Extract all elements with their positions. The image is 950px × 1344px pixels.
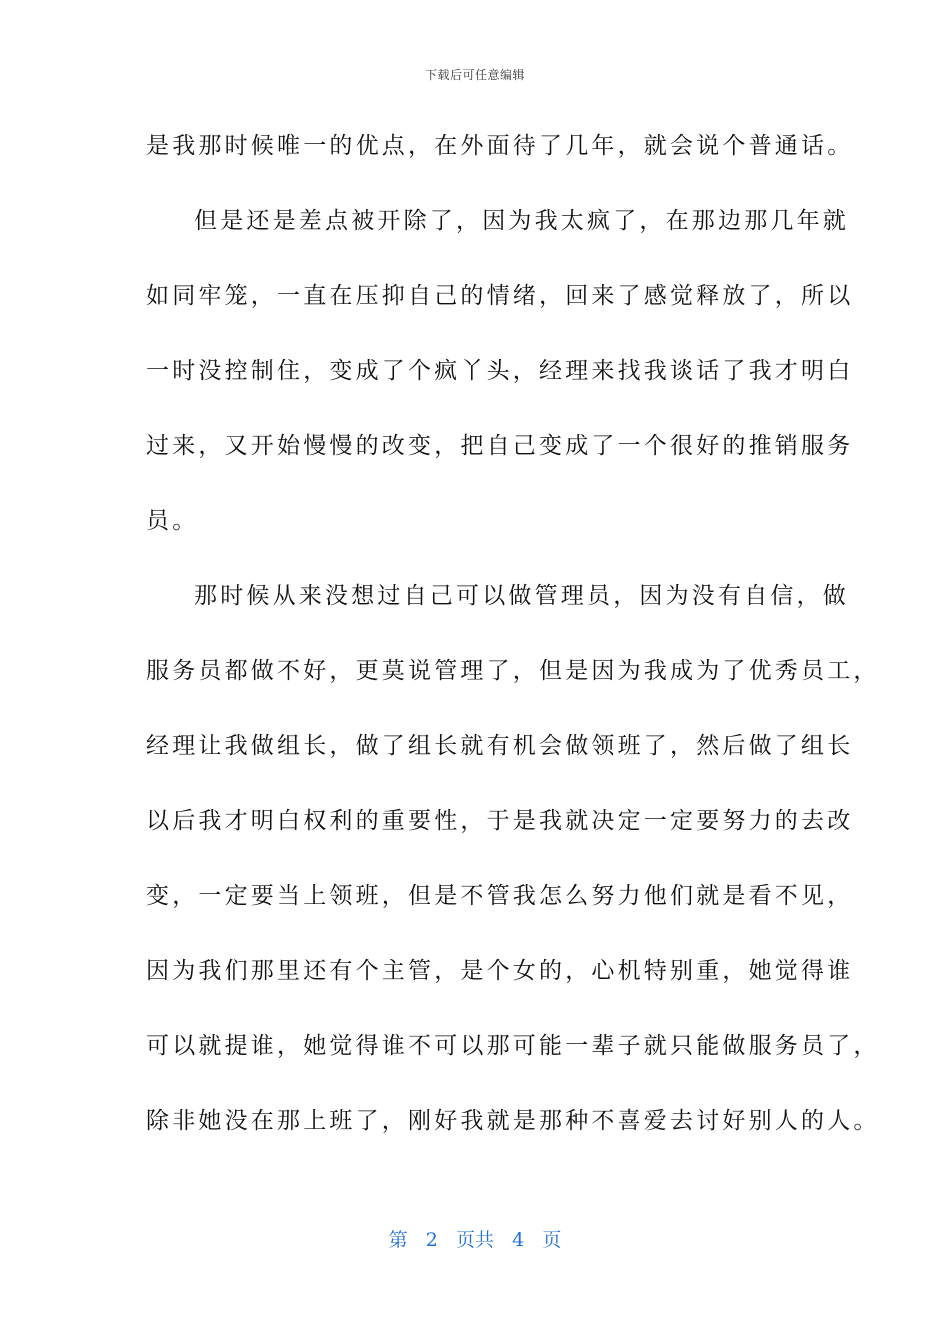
paragraph-start-line: 但是还是差点被开除了，因为我太疯了，在那边那几年就 xyxy=(194,208,849,234)
page-mid: 页共 xyxy=(455,1229,494,1251)
text-line: 以后我才明白权利的重要性，于是我就决定一定要努力的去改 xyxy=(146,808,854,834)
header-text: 下载后可任意编辑 xyxy=(424,68,525,82)
text-line: 如同牢笼，一直在压抑自己的情绪，回来了感觉释放了，所以 xyxy=(146,283,854,309)
page-footer xyxy=(0,1225,950,1252)
text-line: 变，一定要当上领班，但是不管我怎么努力他们就是看不见， xyxy=(146,883,854,909)
text-line: 是我那时候唯一的优点，在外面待了几年，就会说个普通话。 xyxy=(146,133,854,159)
text-line: 过来，又开始慢慢的改变，把自己变成了一个很好的推销服务 xyxy=(146,433,854,459)
text-line: 服务员都做不好，更莫说管理了，但是因为我成为了优秀员工， xyxy=(146,658,880,684)
text-line: 经理让我做组长，做了组长就有机会做领班了，然后做了组长 xyxy=(146,733,854,759)
page-suffix: 页 xyxy=(542,1229,562,1251)
text-line: 除非她没在那上班了，刚好我就是那种不喜爱去讨好别人的人。 xyxy=(146,1108,880,1134)
current-page-number: 2 xyxy=(425,1229,438,1251)
paragraph-start-line: 那时候从来没想过自己可以做管理员，因为没有自信，做 xyxy=(194,583,849,609)
text-line: 可以就提谁，她觉得谁不可以那可能一辈子就只能做服务员了， xyxy=(146,1033,880,1059)
total-pages-number: 4 xyxy=(512,1229,525,1251)
text-line: 一时没控制住，变成了个疯丫头，经理来找我谈话了我才明白 xyxy=(146,358,854,384)
text-line: 员。 xyxy=(146,508,199,534)
text-line: 因为我们那里还有个主管，是个女的，心机特别重，她觉得谁 xyxy=(146,958,854,984)
page-prefix: 第 xyxy=(388,1229,408,1251)
